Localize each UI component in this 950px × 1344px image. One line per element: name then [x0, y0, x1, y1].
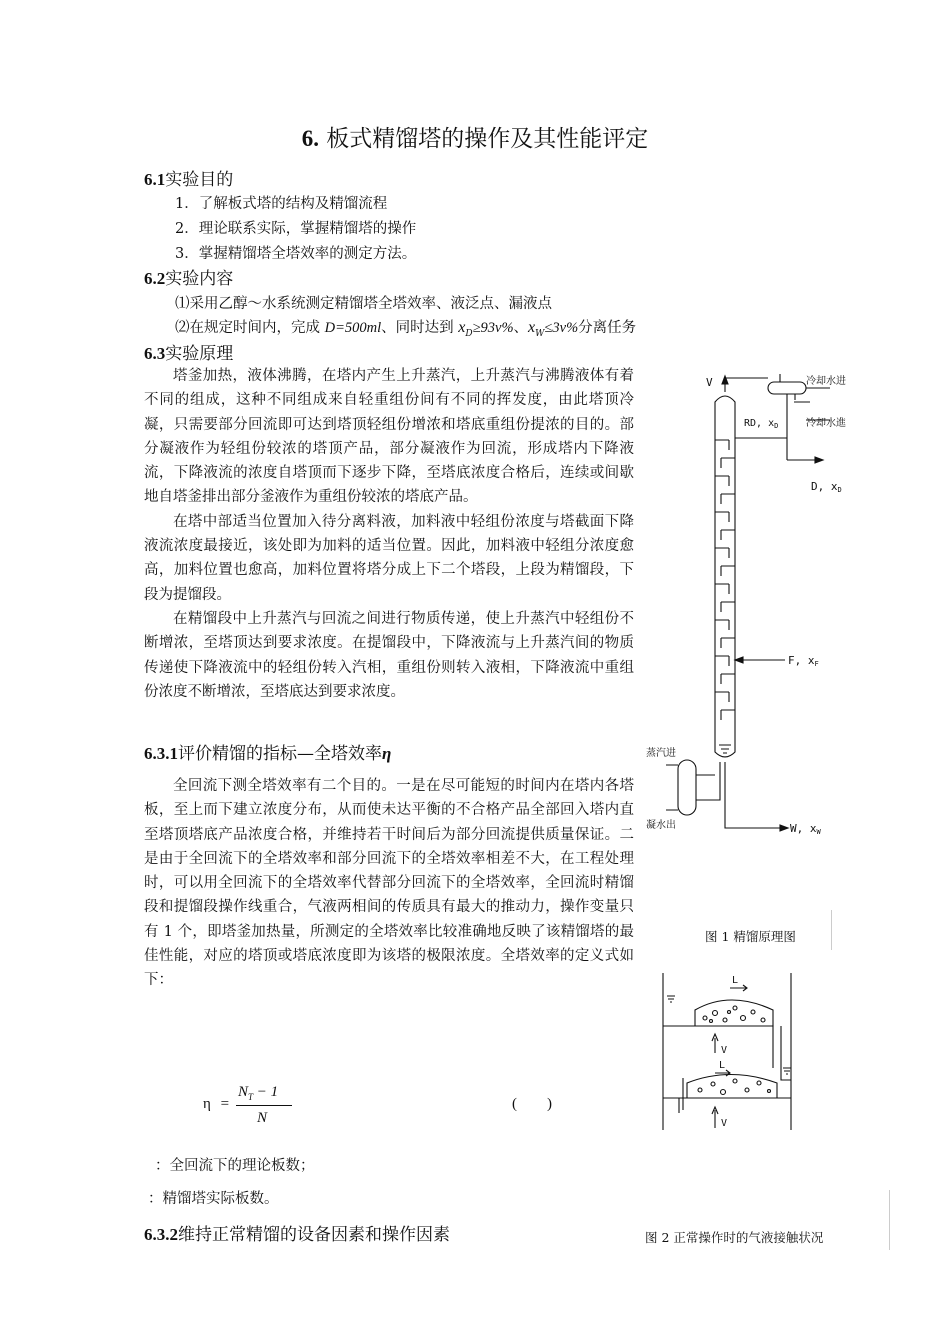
vapor-arrow — [722, 376, 728, 384]
liquid-level-mark — [719, 745, 731, 753]
section-number: 6.3 — [144, 344, 166, 363]
steam-lines — [666, 765, 678, 810]
figure-1-caption: 图 1 精馏原理图 — [705, 929, 796, 944]
title-text: 板式精馏塔的操作及其性能评定 — [326, 126, 649, 152]
label-l-lower: L — [719, 1060, 726, 1071]
section-number: 6.3.1 — [144, 744, 178, 763]
paragraph: 全回流下测全塔效率有二个目的。一是在尽可能短的时间内在塔内各塔板，至上而下建立浓度分布，从而使未达平衡的不合格产品全部回入塔内直至塔顶塔底产品浓度合格，并维持若干时间后为部分回流提供质量保证。二是由于全回流下的全塔效率和部分回流下的全塔效率相差不大，在工程处理时，可以用全回流下的全塔效率代替部分回流下的全塔效率，全回流时精馏段和提馏段操作线重合，气液两相间的传质具有最大的推动力，操作变量只有 1 个，即塔釜加热量，所测定的全塔效率比较准确地反映了该精馏塔的最佳性能，对应的塔顶或塔底浓度即为该塔的极限浓度。全塔效率的定义式如下： — [144, 778, 634, 989]
vapor-line — [725, 378, 768, 392]
item-math: x — [528, 319, 536, 336]
list-item: 3．掌握精馏塔全塔效率的测定方法。 — [175, 246, 417, 262]
bubbles — [698, 1006, 771, 1095]
label-rd: RD, $x_D$ — [744, 418, 779, 430]
bottoms-line — [725, 762, 785, 828]
definition-nt: ：全回流下的理论板数； — [155, 1158, 315, 1174]
numerator-subscript: T — [248, 1092, 254, 1102]
reboiler — [678, 760, 696, 815]
label-f: F, xF — [788, 654, 819, 668]
scan-edge-mark — [889, 1190, 890, 1250]
efficiency-symbol: η — [382, 744, 392, 763]
column-shell — [715, 396, 735, 757]
section-6-1-heading — [144, 165, 233, 190]
froth-upper — [695, 1000, 773, 1026]
label-cooling-water-top: 冷却水进 — [806, 376, 846, 387]
condenser — [768, 382, 806, 394]
paragraph: 在塔中部适当位置加入待分离料液，加料液中轻组份浓度与塔截面下降液流浓度最接近，该处即为加料的适当位置。因此，加料液中轻组分浓度愈高，加料位置也愈高，加料位置将塔分成上下二个塔段，上段为精馏段，下段为提馏段。 — [144, 513, 634, 603]
paragraph: 塔釜加热，液体沸腾，在塔内产生上升蒸汽，上升蒸汽与沸腾液体有着不同的组成，这种不同组成来自轻重组份间有不同的挥发度，由此塔顶冷凝，只需要部分回流即可达到塔顶轻组份增浓和塔底重组份提浓的目的。部分凝液作为轻组份较浓的塔顶产品，部分凝液作为回流，形成塔内下降液流，下降液流的浓度自塔顶而下逐步下降，至塔底浓度合格后，连续或间歇地自塔釜排出部分釜液作为重组份较浓的塔底产品。 — [144, 368, 634, 506]
equation-denominator: N — [257, 1110, 268, 1126]
section-6-3-1-heading — [144, 739, 391, 764]
section-number: 6.2 — [144, 269, 166, 288]
label-w: W, xW — [790, 822, 821, 836]
section-heading-text: 评价精馏的指标—全塔效率 — [178, 744, 382, 764]
content-item-1: ⑴采用乙醇～水系统测定精馏塔全塔效率、液泛点、漏液点 — [175, 296, 552, 312]
section-6-2-heading — [144, 264, 233, 289]
eta-symbol: η — [203, 1096, 211, 1112]
distillation-column-diagram — [640, 370, 870, 850]
lower-tray — [663, 1098, 791, 1113]
paragraph: 在精馏段中上升蒸汽与回流之间进行物质传递，使上升蒸汽中轻组份不断增浓，至塔顶达到要求浓度。在提馏段中，下降液流与上升蒸汽间的物质传递使下降液流中的轻组份转入汽相，重组份则转入液相，下降液流中重组份浓度不断增浓，至塔底达到要求浓度。 — [144, 610, 634, 700]
item-text: ⑵在规定时间内，完成 — [175, 320, 325, 336]
label-v-lower: V — [721, 1118, 728, 1129]
definition-n: ：精馏塔实际板数。 — [148, 1191, 279, 1207]
equals-sign: = — [220, 1096, 230, 1112]
item-subscript: W — [535, 328, 545, 339]
content-item-2 — [175, 316, 636, 339]
distillate-arrow — [815, 457, 823, 463]
equation-lhs — [203, 1096, 229, 1113]
label-steam-in: 蒸汽进 — [646, 748, 676, 759]
fraction-bar — [236, 1105, 292, 1106]
bottoms-arrow — [780, 825, 788, 831]
label-v-upper: V — [721, 1045, 728, 1056]
feed-arrow — [735, 657, 743, 663]
item-math: D=500ml — [324, 320, 382, 336]
item-math: ≤3v% — [544, 320, 579, 336]
level-mark-right — [783, 1068, 791, 1074]
label-condensate-out: 凝水出 — [646, 820, 676, 831]
principle-text — [144, 364, 634, 704]
label-d: D, xD — [811, 480, 842, 494]
section-number: 6.1 — [144, 170, 166, 189]
label-l-upper: L — [732, 975, 739, 986]
vapor-arrow-lower — [712, 1107, 718, 1128]
vapor-arrow-upper — [712, 1034, 718, 1053]
equation-numerator — [238, 1084, 278, 1102]
item-math: x — [458, 319, 466, 336]
scan-edge-mark — [831, 910, 832, 950]
cooling-water-lines — [794, 388, 830, 402]
level-mark-left — [667, 996, 675, 1002]
section-heading-text: 实验原理 — [165, 344, 234, 364]
tray-contact-diagram — [655, 968, 815, 1138]
section-heading-text: 实验目的 — [165, 170, 234, 190]
list-item: 2．理论联系实际，掌握精馏塔的操作 — [175, 221, 417, 237]
section-6-3-heading — [144, 339, 233, 364]
section-6-3-2-heading — [144, 1220, 450, 1245]
item-math: ≥93v% — [472, 320, 514, 336]
label-cooling-water-mid: 冷却水進 — [806, 418, 846, 429]
efficiency-text — [144, 774, 634, 993]
equation-number: ( ) — [512, 1096, 552, 1112]
column-trays — [715, 440, 735, 720]
item-subscript: D — [465, 328, 473, 339]
title-number: 6. — [301, 126, 319, 151]
label-v: V — [706, 376, 713, 389]
numerator-rest: − 1 — [253, 1084, 279, 1100]
section-heading-text: 实验内容 — [165, 269, 234, 289]
section-number: 6.3.2 — [144, 1225, 178, 1244]
item-text: 、 — [513, 320, 529, 336]
figure-2-caption: 图 2 正常操作时的气液接触状况 — [645, 1230, 824, 1245]
list-item: 1．了解板式塔的结构及精馏流程 — [175, 196, 388, 212]
page-title — [0, 120, 950, 153]
numerator-n: N — [238, 1084, 249, 1100]
item-text: 、同时达到 — [381, 320, 459, 336]
section-heading-text: 维持正常精馏的设备因素和操作因素 — [178, 1225, 450, 1245]
froth-lower — [687, 1075, 777, 1099]
reboiler-lines — [696, 762, 720, 800]
item-text: 分离任务 — [578, 320, 637, 336]
